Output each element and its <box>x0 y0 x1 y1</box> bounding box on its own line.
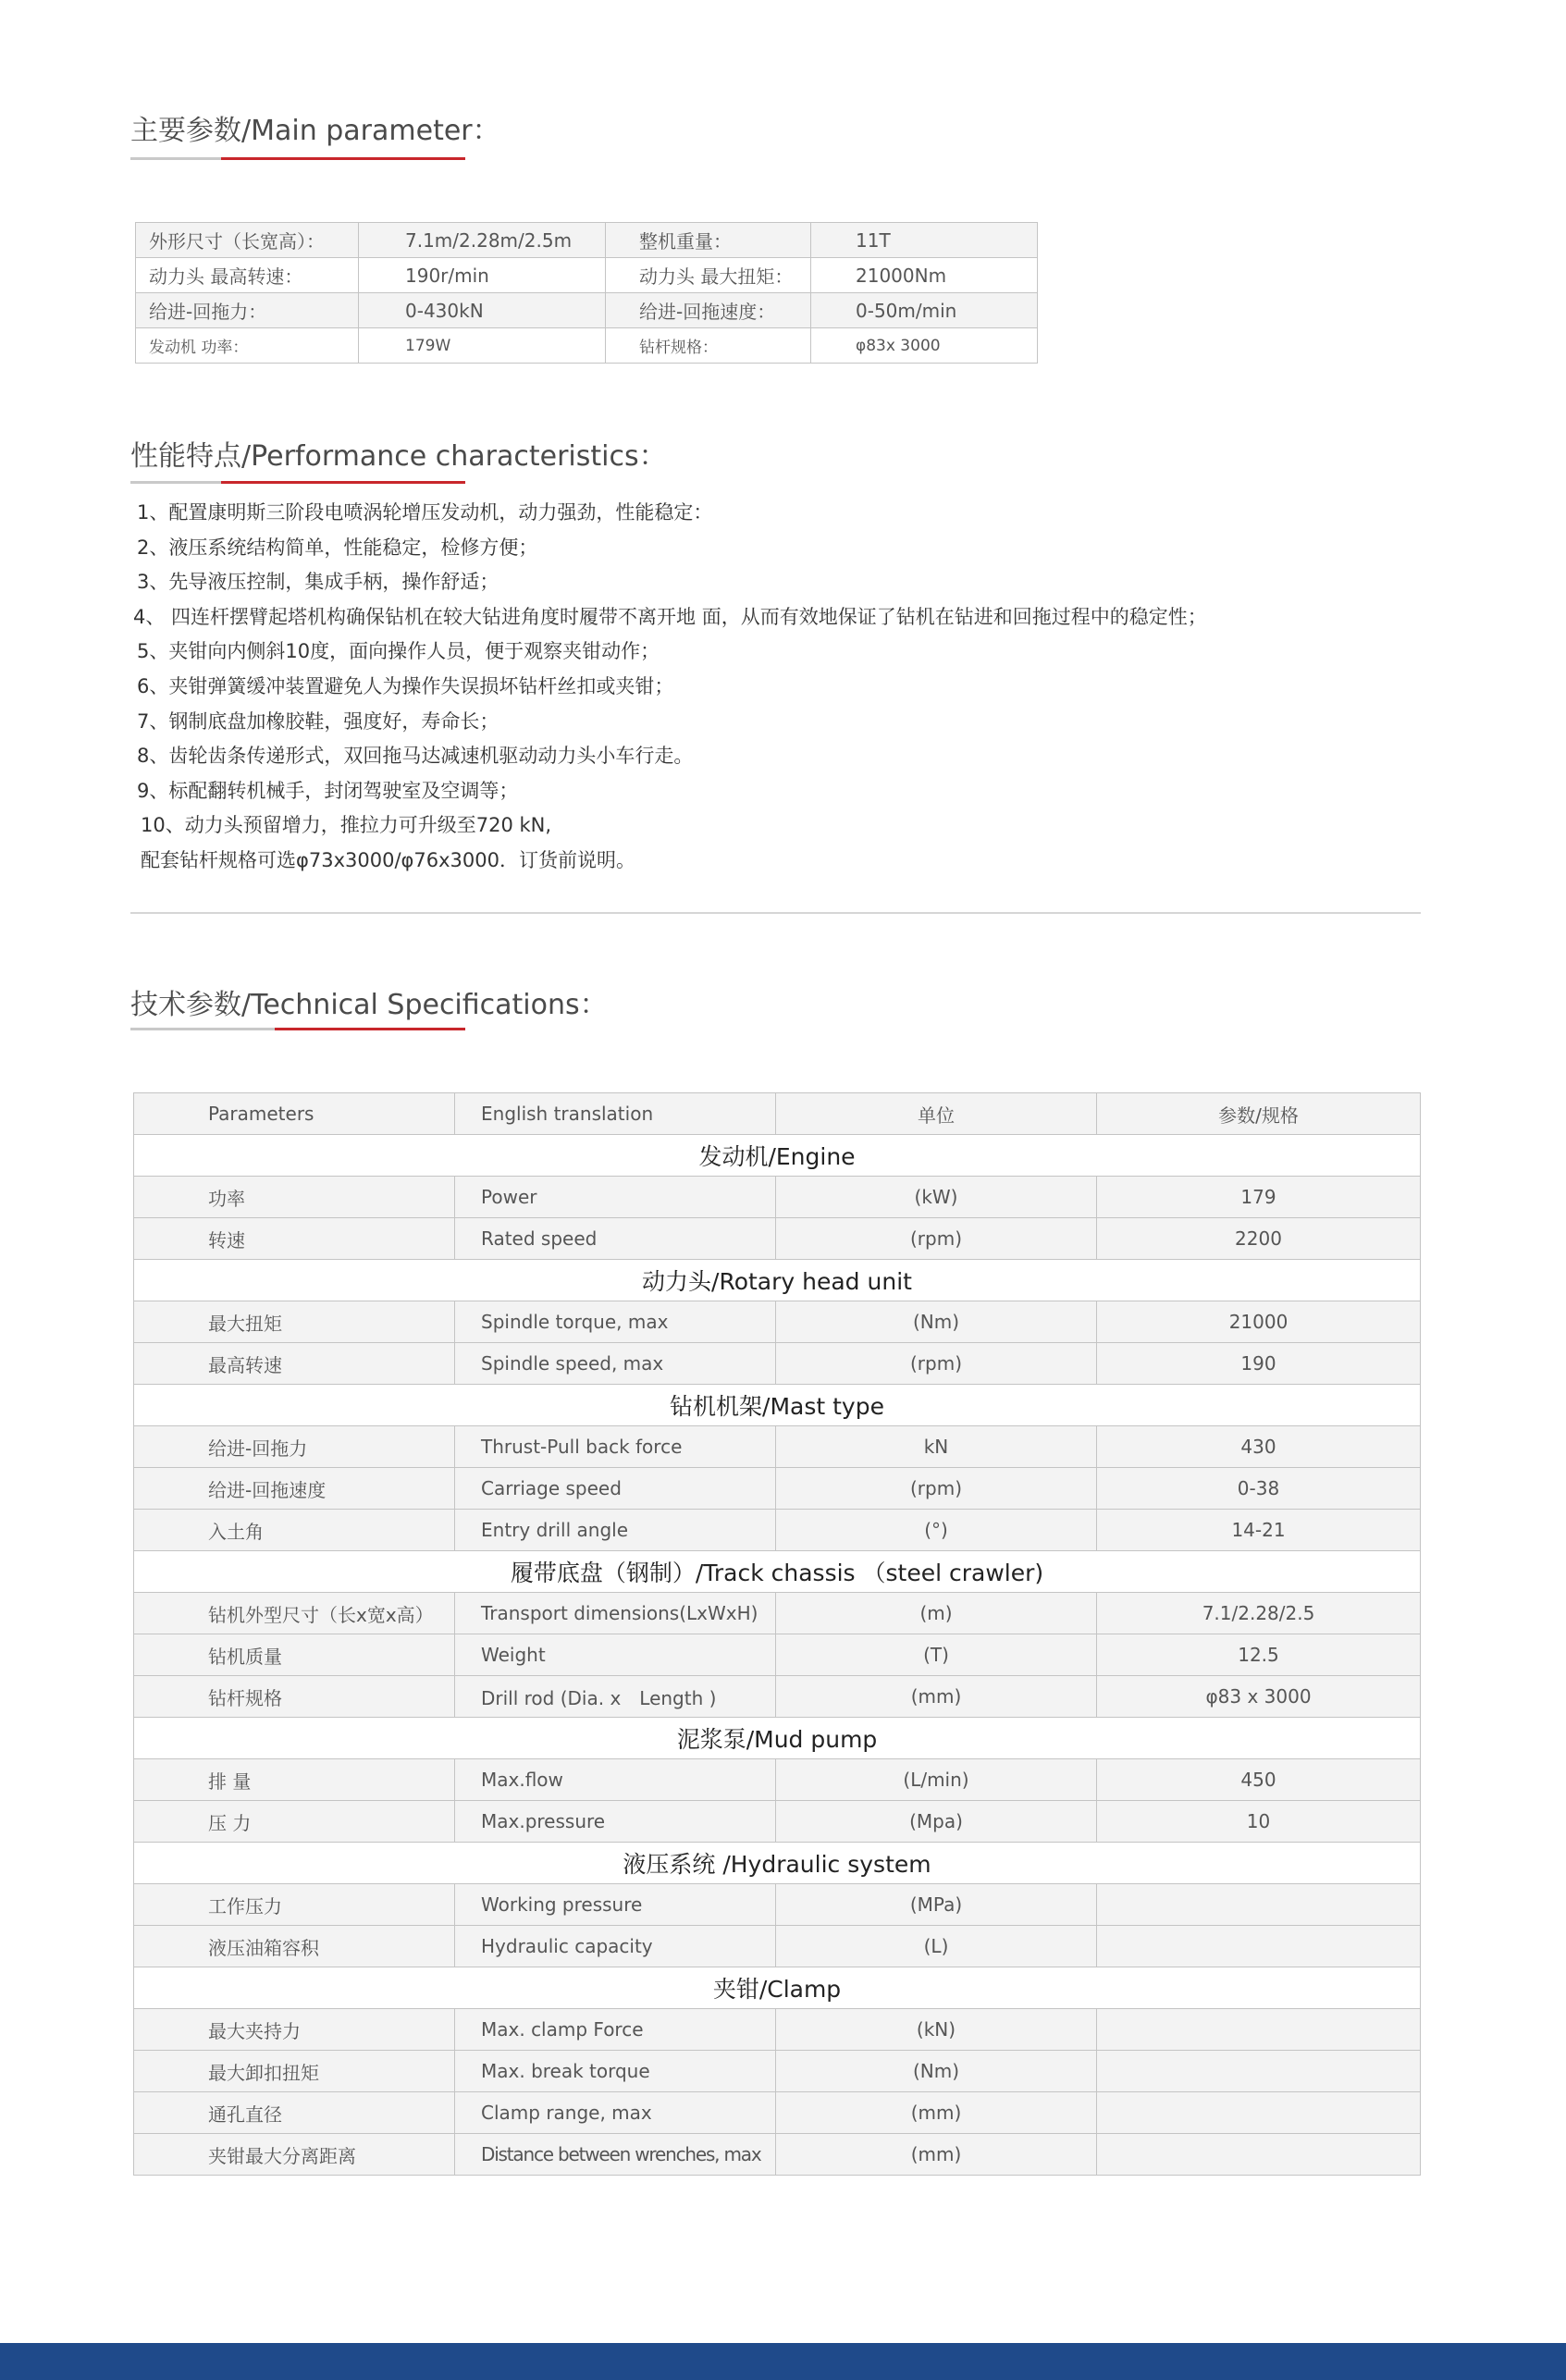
performance-title: 性能特点/Performance characteristics： <box>130 440 667 473</box>
table-row <box>136 258 1038 293</box>
feature-item: 6、夹钳弹簧缓冲装置避免人为操作失误损坏钻杆丝扣或夹钳； <box>137 674 674 697</box>
param-cn: 钻杆规格 <box>134 1676 455 1718</box>
table-row <box>134 1218 1421 1260</box>
param-value: 7.1/2.28/2.5 <box>1097 1593 1421 1634</box>
main-parameter-underline <box>130 157 465 160</box>
param-unit: (T) <box>776 1634 1097 1676</box>
main-parameter-table <box>135 222 1038 364</box>
param-unit: (Nm) <box>776 2051 1097 2092</box>
param-en: Rated speed <box>455 1218 776 1260</box>
param-unit: (rpm) <box>776 1343 1097 1385</box>
footer-bar <box>0 2343 1566 2380</box>
table-row <box>134 1801 1421 1843</box>
section-divider <box>130 912 1421 914</box>
param-label: 动力头 最大扭矩： <box>606 258 811 293</box>
param-cn: 最大卸扣扭矩 <box>134 2051 455 2092</box>
table-row <box>136 223 1038 258</box>
feature-item: 9、标配翻转机械手，封闭驾驶室及空调等； <box>137 779 519 802</box>
param-cn: 最大扭矩 <box>134 1301 455 1343</box>
param-en: Drill rod (Dia. x Length ) <box>455 1676 776 1718</box>
param-unit: (mm) <box>776 2134 1097 2176</box>
table-row <box>134 1301 1421 1343</box>
param-label: 给进-回拖速度： <box>606 293 811 328</box>
param-value: 7.1m/2.28m/2.5m <box>359 223 606 258</box>
group-row <box>134 1385 1421 1426</box>
param-cn: 入土角 <box>134 1510 455 1551</box>
param-en: Power <box>455 1177 776 1218</box>
group-title: 夹钳/Clamp <box>134 1967 1421 2009</box>
feature-item: 配套钻杆规格可选φ73x3000/φ76x3000．订货前说明。 <box>141 848 635 871</box>
param-unit: (kW) <box>776 1177 1097 1218</box>
feature-item: 10、动力头预留增力，推拉力可升级至720 kN, <box>141 814 552 837</box>
param-en: Spindle torque, max <box>455 1301 776 1343</box>
param-en: Weight <box>455 1634 776 1676</box>
param-label: 发动机 功率： <box>136 328 359 364</box>
param-value: 2200 <box>1097 1218 1421 1260</box>
param-cn: 功率 <box>134 1177 455 1218</box>
param-value: 12.5 <box>1097 1634 1421 1676</box>
param-cn: 给进-回拖速度 <box>134 1468 455 1510</box>
param-value: 14-21 <box>1097 1510 1421 1551</box>
table-row <box>134 1343 1421 1385</box>
param-en: Max. break torque <box>455 2051 776 2092</box>
table-row <box>134 2134 1421 2176</box>
tech-spec-underline <box>130 1028 465 1030</box>
param-unit: (rpm) <box>776 1468 1097 1510</box>
param-label: 动力头 最高转速： <box>136 258 359 293</box>
param-unit: (kN) <box>776 2009 1097 2051</box>
param-cn: 最高转速 <box>134 1343 455 1385</box>
param-en: Spindle speed, max <box>455 1343 776 1385</box>
param-en: Distance between wrenches, max <box>455 2134 776 2176</box>
main-parameter-title: 主要参数/Main parameter： <box>130 115 500 147</box>
param-value: 21000Nm <box>811 258 1038 293</box>
feature-list <box>133 496 1207 879</box>
tech-spec-table <box>133 1092 1421 2176</box>
feature-item: 5、夹钳向内侧斜10度，面向操作人员，便于观察夹钳动作； <box>137 640 660 663</box>
param-cn: 给进-回拖力 <box>134 1426 455 1468</box>
group-row <box>134 1967 1421 2009</box>
param-en: Thrust-Pull back force <box>455 1426 776 1468</box>
param-cn: 转速 <box>134 1218 455 1260</box>
feature-item: 8、齿轮齿条传递形式，双回拖马达减速机驱动动力头小车行走。 <box>137 745 694 768</box>
group-title: 钻机机架/Mast type <box>134 1385 1421 1426</box>
param-value <box>1097 2134 1421 2176</box>
table-row <box>134 1177 1421 1218</box>
table-row <box>134 2051 1421 2092</box>
param-unit: (mm) <box>776 1676 1097 1718</box>
param-cn: 钻机外型尺寸（长x宽x高） <box>134 1593 455 1634</box>
param-en: Entry drill angle <box>455 1510 776 1551</box>
param-cn: 工作压力 <box>134 1884 455 1926</box>
param-cn: 通孔直径 <box>134 2092 455 2134</box>
param-value: 21000 <box>1097 1301 1421 1343</box>
param-value: 190 <box>1097 1343 1421 1385</box>
param-en: Transport dimensions(LxWxH) <box>455 1593 776 1634</box>
param-value: 430 <box>1097 1426 1421 1468</box>
table-header-row <box>134 1093 1421 1135</box>
group-row <box>134 1135 1421 1177</box>
param-cn: 排 量 <box>134 1759 455 1801</box>
feature-item: 2、液压系统结构简单，性能稳定，检修方便； <box>137 536 538 559</box>
param-unit: (Mpa) <box>776 1801 1097 1843</box>
param-value <box>1097 2092 1421 2134</box>
table-row <box>134 2009 1421 2051</box>
param-en: Max.pressure <box>455 1801 776 1843</box>
param-value: 450 <box>1097 1759 1421 1801</box>
table-row <box>134 1884 1421 1926</box>
group-title: 动力头/Rotary head unit <box>134 1260 1421 1301</box>
table-row <box>134 1468 1421 1510</box>
param-value: 0-38 <box>1097 1468 1421 1510</box>
param-value <box>1097 2009 1421 2051</box>
group-row <box>134 1551 1421 1593</box>
table-row <box>134 1759 1421 1801</box>
param-en: Carriage speed <box>455 1468 776 1510</box>
param-unit: (rpm) <box>776 1218 1097 1260</box>
param-value <box>1097 1884 1421 1926</box>
param-value: 11T <box>811 223 1038 258</box>
param-cn: 液压油箱容积 <box>134 1926 455 1967</box>
column-header: 单位 <box>776 1093 1097 1135</box>
performance-underline <box>130 481 465 484</box>
table-row <box>134 1634 1421 1676</box>
feature-item: 1、配置康明斯三阶段电喷涡轮增压发动机，动力强劲，性能稳定： <box>137 501 713 524</box>
param-cn: 压 力 <box>134 1801 455 1843</box>
param-en: Hydraulic capacity <box>455 1926 776 1967</box>
table-row <box>134 1676 1421 1718</box>
param-unit: (L) <box>776 1926 1097 1967</box>
table-row <box>136 293 1038 328</box>
feature-item: 4、 四连杆摆臂起塔机构确保钻机在较大钻进角度时履带不离开地 面，从而有效地保证了钻机在钻进和回拖过程中的稳定性； <box>133 605 1207 628</box>
param-unit: (mm) <box>776 2092 1097 2134</box>
param-unit: kN <box>776 1426 1097 1468</box>
group-title: 液压系统 /Hydraulic system <box>134 1843 1421 1884</box>
param-unit: (m) <box>776 1593 1097 1634</box>
param-value: 0-50m/min <box>811 293 1038 328</box>
param-en: Working pressure <box>455 1884 776 1926</box>
group-row <box>134 1843 1421 1884</box>
param-en: Max. clamp Force <box>455 2009 776 2051</box>
feature-item: 7、钢制底盘加橡胶鞋，强度好，寿命长； <box>137 709 499 733</box>
param-cn: 最大夹持力 <box>134 2009 455 2051</box>
column-header: Parameters <box>134 1093 455 1135</box>
param-cn: 钻机质量 <box>134 1634 455 1676</box>
param-unit: (L/min) <box>776 1759 1097 1801</box>
param-label: 给进-回拖力： <box>136 293 359 328</box>
param-unit: (MPa) <box>776 1884 1097 1926</box>
param-value: φ83 x 3000 <box>1097 1676 1421 1718</box>
group-row <box>134 1718 1421 1759</box>
group-row <box>134 1260 1421 1301</box>
param-value <box>1097 1926 1421 1967</box>
table-row <box>136 328 1038 364</box>
group-title: 发动机/Engine <box>134 1135 1421 1177</box>
table-row <box>134 1426 1421 1468</box>
feature-item: 3、先导液压控制，集成手柄，操作舒适； <box>137 571 499 594</box>
table-row <box>134 1510 1421 1551</box>
group-title: 履带底盘（钢制）/Track chassis （steel crawler) <box>134 1551 1421 1593</box>
param-value: 0-430kN <box>359 293 606 328</box>
table-row <box>134 1593 1421 1634</box>
param-value <box>1097 2051 1421 2092</box>
param-en: Clamp range, max <box>455 2092 776 2134</box>
param-label: 钻杆规格： <box>606 328 811 364</box>
column-header: English translation <box>455 1093 776 1135</box>
param-unit: (Nm) <box>776 1301 1097 1343</box>
column-header: 参数/规格 <box>1097 1093 1421 1135</box>
table-row <box>134 2092 1421 2134</box>
param-value: 179 <box>1097 1177 1421 1218</box>
param-unit: (°) <box>776 1510 1097 1551</box>
param-value: 10 <box>1097 1801 1421 1843</box>
param-label: 整机重量： <box>606 223 811 258</box>
table-row <box>134 1926 1421 1967</box>
param-label: 外形尺寸（长宽高）： <box>136 223 359 258</box>
param-value: 179W <box>359 328 606 364</box>
tech-spec-title: 技术参数/Technical Specifications： <box>130 989 608 1021</box>
param-cn: 夹钳最大分离距离 <box>134 2134 455 2176</box>
param-value: 190r/min <box>359 258 606 293</box>
param-en: Max.flow <box>455 1759 776 1801</box>
param-value: φ83x 3000 <box>811 328 1038 364</box>
group-title: 泥浆泵/Mud pump <box>134 1718 1421 1759</box>
